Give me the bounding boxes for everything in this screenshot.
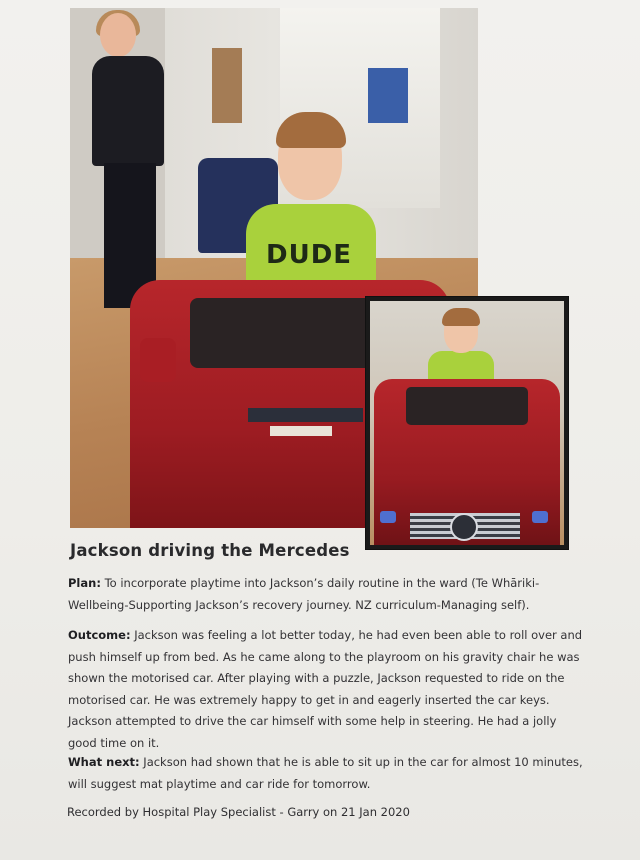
photo-woman-body	[92, 56, 164, 166]
inset-photo	[366, 297, 568, 549]
outcome-text: Jackson was feeling a lot better today, he had even been able to roll over and push himself up from bed. As he came along to the playroom on his gravity chair he was shown the motorised car. After playing with a puzzle, Jackson requested to ride on the motorised car. He was extremely happy to get in and eagerly inserted the car keys. Jackson attempted to drive the car himself with some help in steering. He had a jolly good time on it.	[68, 628, 583, 750]
photo-car-plate	[270, 426, 332, 436]
recorded-by-line: Recorded by Hospital Play Specialist - Garry on 21 Jan 2020	[67, 805, 410, 819]
page-title: Jackson driving the Mercedes	[70, 541, 350, 560]
plan-text: To incorporate playtime into Jackson’s daily routine in the ward (Te Whāriki- Wellbeing-Supporting Jackson’s recovery journey. NZ curriculum-Managing self).	[68, 576, 540, 612]
what-next-text: Jackson had shown that he is able to sit up in the car for almost 10 minutes, will suggest mat playtime and car ride for tomorrow.	[68, 755, 583, 791]
inset-boy-hair	[442, 308, 480, 326]
plan-paragraph	[68, 573, 588, 616]
inset-car-lamp-right	[532, 511, 548, 523]
outcome-paragraph	[68, 625, 588, 754]
what-next-paragraph	[68, 752, 588, 795]
plan-label: Plan:	[68, 576, 101, 590]
inset-car-windshield	[406, 387, 528, 425]
inset-photo-scene	[370, 301, 564, 545]
photo-shelf	[212, 48, 242, 123]
photo-car-mirror	[140, 338, 176, 382]
photo-poster	[368, 68, 408, 123]
mercedes-logo-icon	[450, 513, 478, 541]
outcome-label: Outcome:	[68, 628, 131, 642]
inset-car-lamp-left	[380, 511, 396, 523]
photo-car-grille	[248, 408, 363, 422]
photo-shirt-text: DUDE	[266, 240, 353, 270]
what-next-label: What next:	[68, 755, 140, 769]
photo-woman-head	[100, 13, 136, 57]
